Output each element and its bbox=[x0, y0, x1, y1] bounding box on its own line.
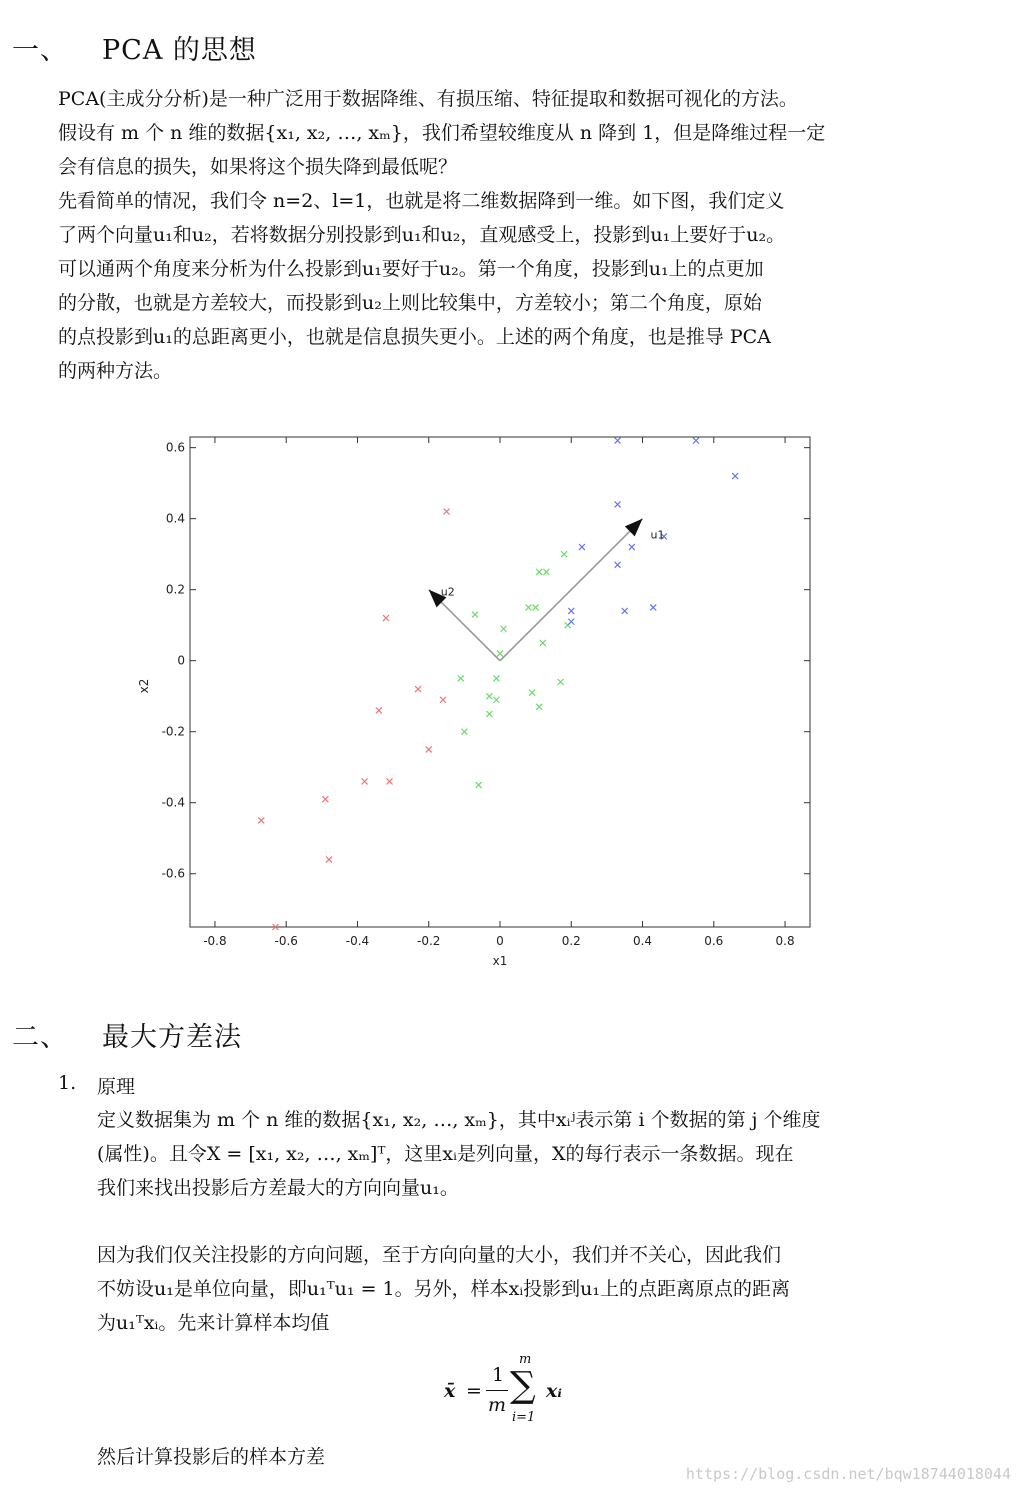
y-axis-label: x2 bbox=[137, 678, 151, 694]
x-tick-label: 0.2 bbox=[561, 934, 581, 948]
x-tick-label: 0.6 bbox=[704, 934, 724, 948]
text-line: 的分散，也就是方差较大，而投影到u₂上则比较集中，方差较小；第二个角度，原始 bbox=[58, 292, 762, 314]
list-title: 原理 bbox=[97, 1076, 136, 1098]
fraction-bar bbox=[486, 1390, 508, 1391]
text-line: 定义数据集为 m 个 n 维的数据{x₁, x₂, …, xₘ}，其中xᵢʲ表示第 i 个数据的第 j 个维度 bbox=[97, 1109, 821, 1131]
section-1-title: PCA 的思想 bbox=[102, 35, 257, 66]
y-tick-label: -0.6 bbox=[161, 866, 185, 881]
text-line: PCA(主成分分析)是一种广泛用于数据降维、有损压缩、特征提取和数据可视化的方法。 bbox=[58, 88, 798, 110]
section-2-heading bbox=[12, 1015, 242, 1054]
pca-scatter-chart bbox=[130, 425, 830, 980]
formula-lhs: x̄ bbox=[444, 1380, 456, 1402]
x-tick-label: 0.8 bbox=[775, 934, 795, 948]
x-tick-label: -0.6 bbox=[274, 934, 298, 948]
text-line: 假设有 m 个 n 维的数据{x₁, x₂, …, xₘ}，我们希望较维度从 n 降到 1，但是降维过程一定 bbox=[58, 122, 826, 144]
text-line: 了两个向量u₁和u₂，若将数据分别投影到u₁和u₂，直观感受上，投影到u₁上要好于u₂。 bbox=[58, 224, 786, 246]
text-line: 因为我们仅关注投影的方向问题，至于方向向量的大小，我们并不关心，因此我们 bbox=[97, 1244, 782, 1266]
y-tick-label: 0.2 bbox=[165, 582, 185, 597]
section-2-number: 二、 bbox=[12, 1022, 68, 1053]
section-1-number: 一、 bbox=[12, 35, 68, 66]
text-line: 先看简单的情况，我们令 n=2、l=1，也就是将二维数据降到一维。如下图，我们定义 bbox=[58, 190, 785, 212]
section-2-paragraph-2 bbox=[97, 1238, 919, 1340]
section-1-heading bbox=[12, 28, 257, 67]
sum-symbol: ∑ bbox=[510, 1365, 536, 1406]
x-axis-label: x1 bbox=[492, 954, 508, 968]
text-line: 会有信息的损失，如果将这个损失降到最低呢？ bbox=[58, 156, 458, 178]
text-line: 可以通两个角度来分析为什么投影到u₁要好于u₂。第一个角度，投影到u₁上的点更加 bbox=[58, 258, 764, 280]
y-tick-label: 0.6 bbox=[165, 440, 185, 455]
y-tick-label: 0 bbox=[177, 653, 185, 668]
formula-numerator: 1 bbox=[492, 1364, 505, 1386]
text-line: 的点投影到u₁的总距离更小，也就是信息损失更小。上述的两个角度，也是推导 PCA bbox=[58, 326, 771, 348]
y-tick-label: -0.4 bbox=[161, 795, 185, 810]
section-1-paragraph bbox=[58, 82, 918, 388]
text-line: 的两种方法。 bbox=[58, 360, 173, 382]
y-tick-label: -0.2 bbox=[161, 724, 185, 739]
section-2-paragraph-1 bbox=[97, 1103, 919, 1205]
y-tick-label: 0.4 bbox=[165, 511, 185, 526]
x-tick-label: 0.4 bbox=[632, 934, 653, 948]
text-line: 我们来找出投影后方差最大的方向向量u₁。 bbox=[97, 1177, 459, 1199]
vector-label-u2: u2 bbox=[440, 585, 455, 599]
formula-term: xᵢ bbox=[546, 1380, 562, 1402]
vector-label-u1: u1 bbox=[650, 528, 665, 542]
x-tick-label: 0 bbox=[496, 934, 504, 948]
mean-formula bbox=[440, 1352, 580, 1432]
text-line: 然后计算投影后的样本方差 bbox=[97, 1446, 326, 1468]
text-line: 为u₁ᵀxᵢ。先来计算样本均值 bbox=[97, 1312, 330, 1334]
section-2-title: 最大方差法 bbox=[102, 1022, 242, 1053]
x-tick-label: -0.8 bbox=[203, 934, 227, 948]
text-line: 不妨设u₁是单位向量，即u₁ᵀu₁ = 1。另外，样本xᵢ投影到u₁上的点距离原点的距离 bbox=[97, 1278, 791, 1300]
formula-denominator: m bbox=[488, 1394, 507, 1416]
chart-background bbox=[130, 425, 830, 980]
text-line: (属性)。且令X = [x₁, x₂, …, xₘ]ᵀ，这里xᵢ是列向量，X的每行表示一条数据。现在 bbox=[97, 1143, 794, 1165]
watermark: https://blog.csdn.net/bqw18744018044 bbox=[685, 1465, 1011, 1483]
list-number: 1. bbox=[58, 1072, 77, 1094]
x-tick-label: -0.4 bbox=[345, 934, 370, 948]
formula-equals: = bbox=[466, 1380, 482, 1402]
sum-lower-limit: i=1 bbox=[512, 1410, 536, 1425]
x-tick-label: -0.2 bbox=[417, 934, 441, 948]
sum-upper-limit: m bbox=[519, 1352, 532, 1367]
